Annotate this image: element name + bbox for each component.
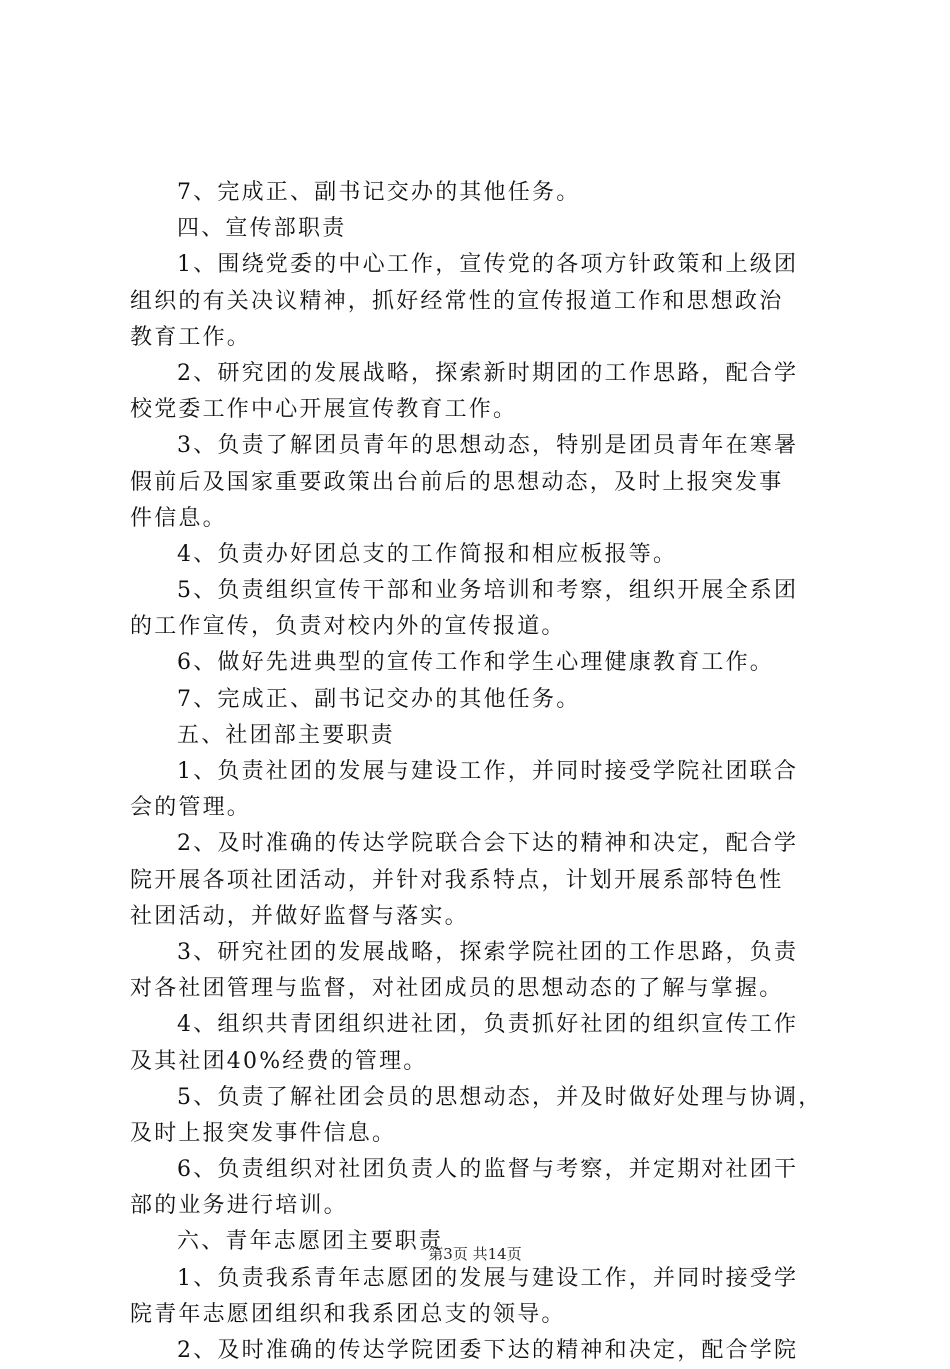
text-line: 教育工作。 xyxy=(130,324,252,350)
text-line: 7、完成正、副书记交办的其他任务。 xyxy=(177,686,581,712)
text-line: 2、研究团的发展战略，探索新时期团的工作思路，配合学 xyxy=(177,360,799,386)
text-line: 1、负责社团的发展与建设工作，并同时接受学院社团联合 xyxy=(177,759,799,784)
document-body xyxy=(130,175,835,1369)
text-line: 6、负责组织对社团负责人的监督与考察，并定期对社团干 xyxy=(177,1157,799,1183)
text-line: 2、及时准确的传达学院团委下达的精神和决定，配合学院 xyxy=(177,1338,799,1363)
text-line: 校党委工作中心开展宣传教育工作。 xyxy=(130,397,518,423)
text-line: 及其社团40%经费的管理。 xyxy=(130,1048,428,1074)
text-line: 2、及时准确的传达学院联合会下达的精神和决定，配合学 xyxy=(177,831,799,857)
text-line: 假前后及国家重要政策出台前后的思想动态，及时上报突发事 xyxy=(130,469,784,495)
text-line: 六、青年志愿团主要职责 xyxy=(177,1229,444,1255)
text-line: 院青年志愿团组织和我系团总支的领导。 xyxy=(130,1301,566,1327)
text-line: 1、负责我系青年志愿团的发展与建设工作，并同时接受学 xyxy=(177,1265,799,1291)
text-line: 件信息。 xyxy=(130,505,227,531)
text-line: 四、宣传部职责 xyxy=(177,216,347,242)
text-line: 社团活动，并做好监督与落实。 xyxy=(130,903,469,929)
text-line: 五、社团部主要职责 xyxy=(177,722,395,748)
text-line: 5、负责了解社团会员的思想动态，并及时做好处理与协调， xyxy=(177,1084,823,1110)
text-line: 7、完成正、副书记交办的其他任务。 xyxy=(177,180,581,205)
text-line: 对各社团管理与监督，对社团成员的思想动态的了解与掌握。 xyxy=(130,976,784,1002)
text-line: 会的管理。 xyxy=(130,795,252,821)
text-line: 1、围绕党委的中心工作，宣传党的各项方针政策和上级团 xyxy=(177,252,799,278)
text-line: 及时上报突发事件信息。 xyxy=(130,1120,397,1146)
text-line: 4、组织共青团组织进社团，负责抓好社团的组织宣传工作 xyxy=(177,1012,799,1038)
text-line: 3、负责了解团员青年的思想动态，特别是团员青年在寒暑 xyxy=(177,433,799,459)
text-line: 6、做好先进典型的宣传工作和学生心理健康教育工作。 xyxy=(177,650,774,676)
text-line: 部的业务进行培训。 xyxy=(130,1193,348,1219)
page-footer: 第3页 共14页 xyxy=(428,1245,522,1263)
text-line: 的工作宣传，负责对校内外的宣传报道。 xyxy=(130,614,566,640)
text-line: 4、负责办好团总支的工作简报和相应板报等。 xyxy=(177,541,678,567)
text-line: 5、负责组织宣传干部和业务培训和考察，组织开展全系团 xyxy=(177,578,799,604)
text-line: 院开展各项社团活动，并针对我系特点，计划开展系部特色性 xyxy=(130,867,784,893)
text-line: 3、研究社团的发展战略，探索学院社团的工作思路，负责 xyxy=(177,939,799,965)
text-line: 组织的有关决议精神，抓好经常性的宣传报道工作和思想政治 xyxy=(130,288,784,314)
